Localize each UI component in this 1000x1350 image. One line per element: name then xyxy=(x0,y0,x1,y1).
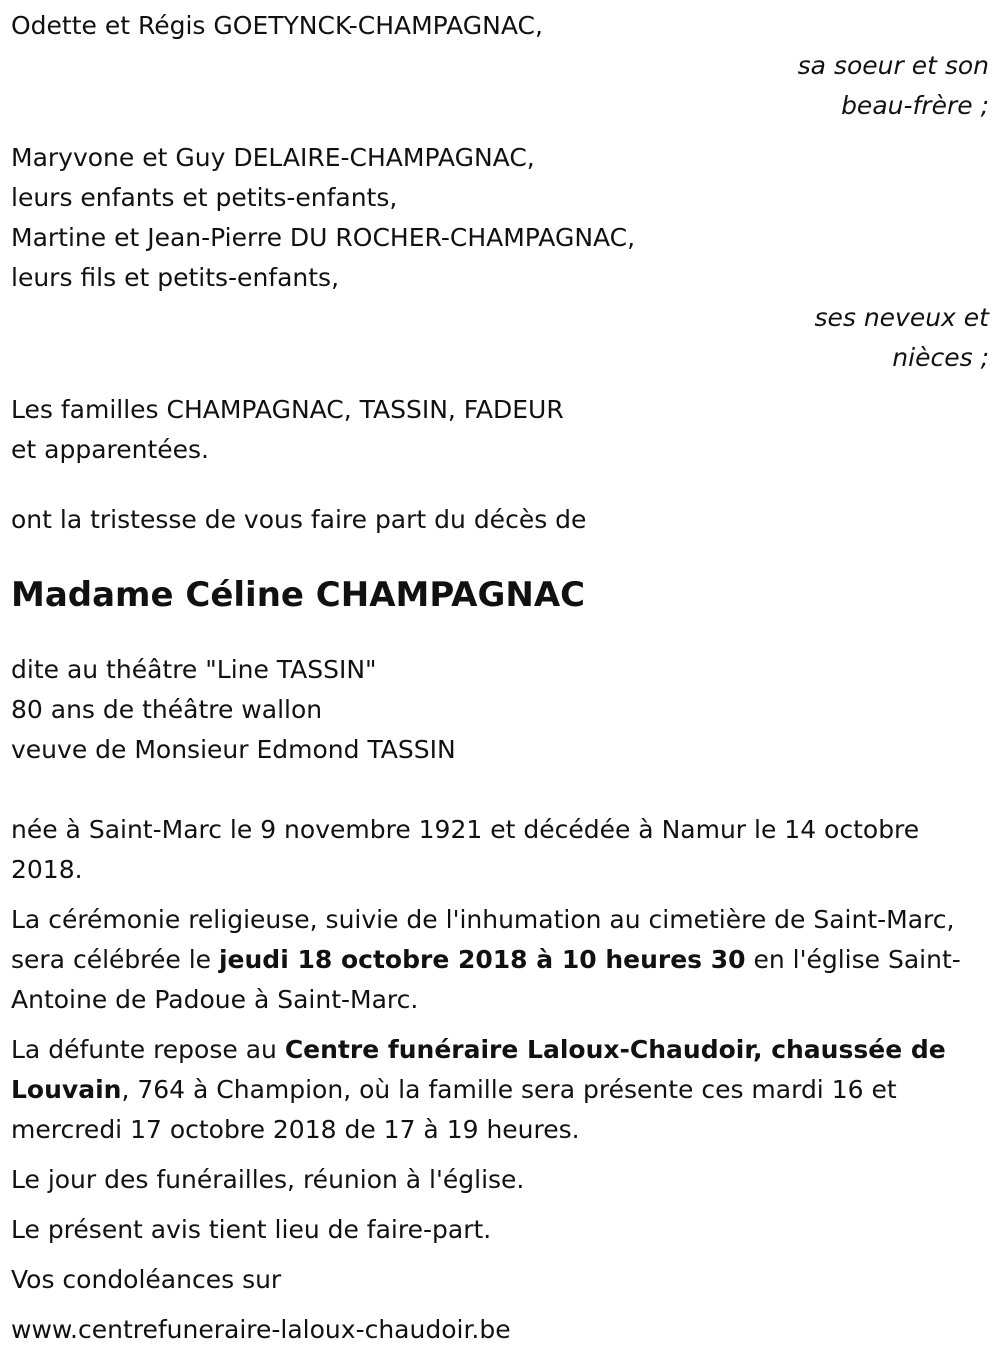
deceased-details xyxy=(11,650,989,770)
meeting-paragraph: Le jour des funérailles, réunion à l'église. xyxy=(11,1165,525,1194)
detail-line: 80 ans de théâtre wallon xyxy=(11,695,323,724)
detail-line: veuve de Monsieur Edmond TASSIN xyxy=(11,735,456,764)
birth-death-paragraph: née à Saint-Marc le 9 novembre 1921 et décédée à Namur le 14 octobre 2018. xyxy=(11,815,920,884)
family-group-families xyxy=(11,390,989,470)
notice-body xyxy=(11,810,989,1350)
family-group-nephews xyxy=(11,138,989,378)
website-link[interactable]: www.centrefuneraire-laloux-chaudoir.be xyxy=(11,1315,511,1344)
ceremony-paragraph xyxy=(11,900,989,1020)
family-line: Maryvone et Guy DELAIRE-CHAMPAGNAC, xyxy=(11,143,535,172)
relation-line: nièces ; xyxy=(892,343,989,372)
funeral-home-name: Centre funéraire Laloux-Chaudoir, chaussée de Louvain xyxy=(11,1035,946,1104)
repose-text: La défunte repose au xyxy=(11,1035,285,1064)
notice-paragraph: Le présent avis tient lieu de faire-part. xyxy=(11,1215,492,1244)
detail-line: dite au théâtre "Line TASSIN" xyxy=(11,655,377,684)
announcement-text: ont la tristesse de vous faire part du décès de xyxy=(11,505,587,534)
obituary-notice xyxy=(11,6,989,1350)
family-line: Martine et Jean-Pierre DU ROCHER-CHAMPAGNAC, xyxy=(11,223,636,252)
ceremony-datetime: jeudi 18 octobre 2018 à 10 heures 30 xyxy=(218,945,746,974)
relation-line: beau-frère ; xyxy=(841,91,989,120)
repose-paragraph xyxy=(11,1030,989,1150)
family-line: leurs enfants et petits-enfants, xyxy=(11,183,398,212)
ceremony-location: en l'église Saint-Antoine de Padoue à Saint-Marc. xyxy=(11,945,961,1014)
relation-line: sa soeur et son xyxy=(797,51,989,80)
family-line: et apparentées. xyxy=(11,435,209,464)
family-group-sister xyxy=(11,6,989,126)
family-line: Les familles CHAMPAGNAC, TASSIN, FADEUR xyxy=(11,395,564,424)
family-line: leurs fils et petits-enfants, xyxy=(11,263,340,292)
repose-details: , 764 à Champion, où la famille sera présente ces mardi 16 et mercredi 17 octobre 2018 de 17 à 19 heures. xyxy=(11,1075,897,1144)
deceased-name: Madame Céline CHAMPAGNAC xyxy=(11,575,586,615)
relation-line: ses neveux et xyxy=(814,303,989,332)
condolences-label: Vos condoléances sur xyxy=(11,1265,282,1294)
family-line: Odette et Régis GOETYNCK-CHAMPAGNAC, xyxy=(11,11,543,40)
ceremony-text: La cérémonie religieuse, suivie de l'inhumation au cimetière de Saint-Marc, sera célébrée le xyxy=(11,905,955,974)
